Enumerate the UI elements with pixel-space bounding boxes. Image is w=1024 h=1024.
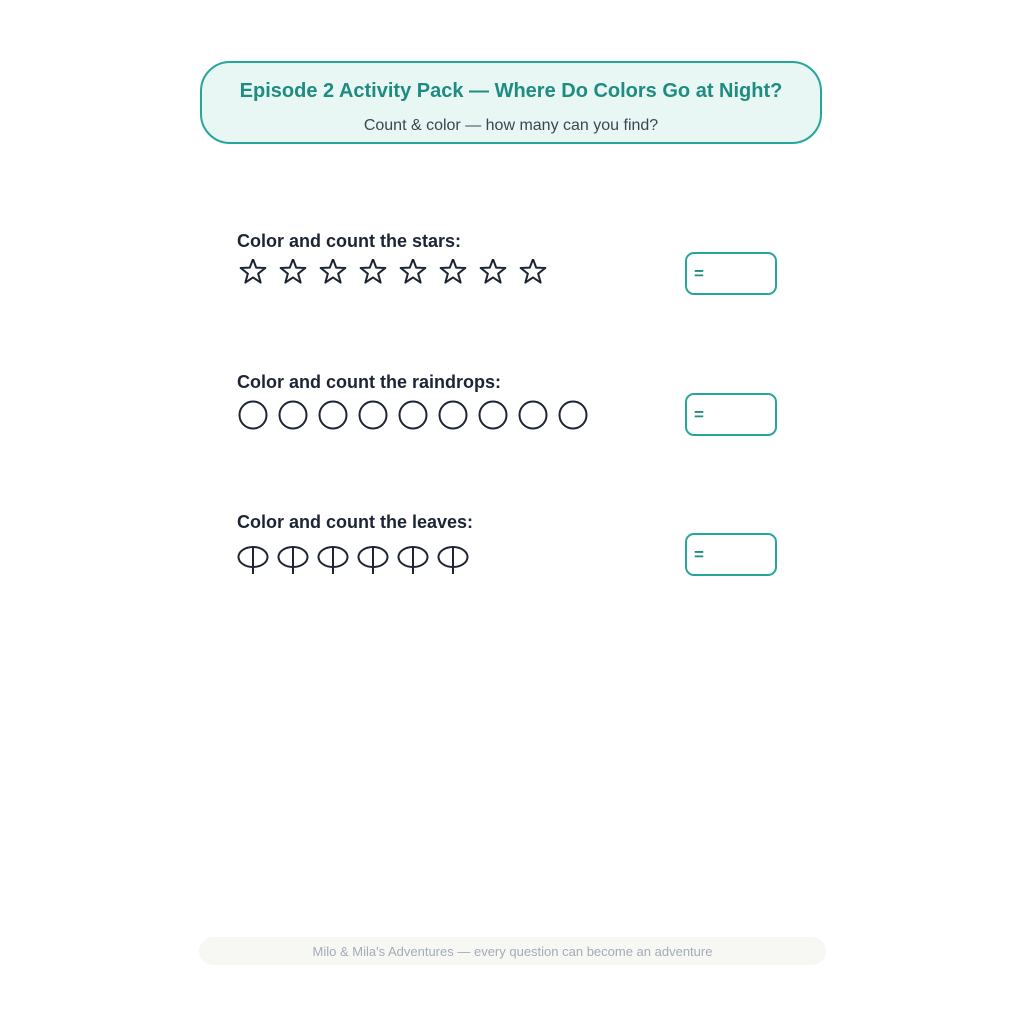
activity-label: Color and count the stars: bbox=[237, 231, 462, 251]
footer-bar bbox=[199, 937, 826, 965]
equals-sign: = bbox=[694, 405, 704, 424]
equals-sign: = bbox=[694, 264, 704, 283]
leaf-icon bbox=[357, 546, 389, 578]
circle-icon bbox=[237, 400, 269, 432]
footer-text: Milo & Mila's Adventures — every question can become an adventure bbox=[312, 944, 713, 959]
activity-label: Color and count the leaves: bbox=[237, 512, 474, 532]
circle-icon bbox=[437, 400, 469, 432]
activity-label: Color and count the raindrops: bbox=[237, 372, 501, 392]
star-icon bbox=[397, 259, 429, 291]
circle-icon bbox=[477, 400, 509, 432]
leaf-icon bbox=[317, 546, 349, 578]
leaf-icon bbox=[277, 546, 309, 578]
star-icon bbox=[437, 259, 469, 291]
answer-box[interactable] bbox=[685, 252, 777, 295]
circle-icon bbox=[517, 400, 549, 432]
circle-icon bbox=[357, 400, 389, 432]
answer-box[interactable] bbox=[685, 533, 777, 576]
circle-icon bbox=[277, 400, 309, 432]
answer-box[interactable] bbox=[685, 393, 777, 436]
circle-icon bbox=[317, 400, 349, 432]
page-subtitle: Count & color — how many can you find? bbox=[363, 117, 659, 134]
star-icon bbox=[477, 259, 509, 291]
activity-stars bbox=[237, 231, 782, 321]
header-banner bbox=[200, 61, 822, 144]
page-title: Episode 2 Activity Pack — Where Do Colors Go at Night? bbox=[239, 80, 783, 102]
activity-raindrops bbox=[237, 372, 782, 462]
star-icon bbox=[237, 259, 269, 291]
leaf-icon bbox=[237, 546, 269, 578]
leaf-icon bbox=[437, 546, 469, 578]
equals-sign: = bbox=[694, 545, 704, 564]
star-icon bbox=[357, 259, 389, 291]
circle-icon bbox=[397, 400, 429, 432]
activity-leaves bbox=[237, 512, 782, 602]
circle-icon bbox=[557, 400, 589, 432]
leaf-icon bbox=[397, 546, 429, 578]
star-icon bbox=[317, 259, 349, 291]
star-icon bbox=[517, 259, 549, 291]
star-icon bbox=[277, 259, 309, 291]
